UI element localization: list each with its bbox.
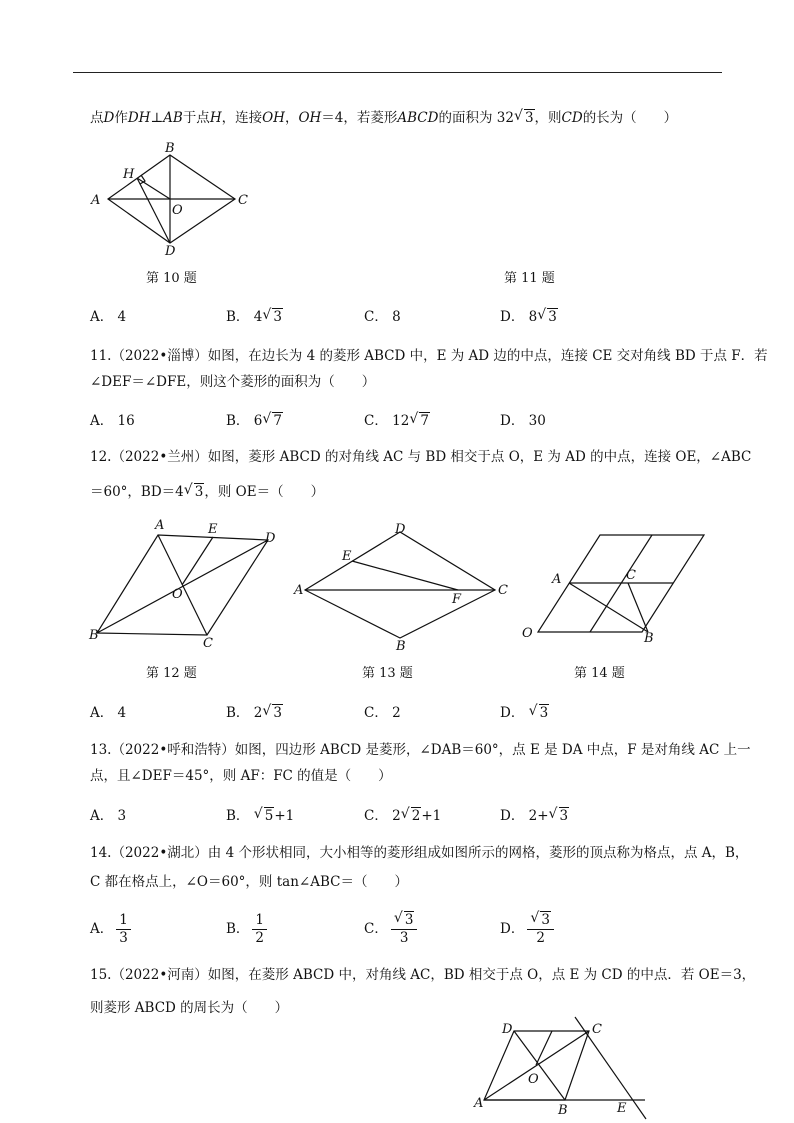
q12-option-b[interactable]: B． 2√ 3 [226, 703, 283, 723]
fig12-caption: 第 12 题 [146, 666, 197, 681]
fig14-label-b: B [644, 631, 654, 646]
fig10-label-a: A [91, 193, 101, 208]
fig15-label-b: B [558, 1103, 568, 1118]
fig10-label-o: O [172, 203, 183, 218]
fig10-label-d: D [165, 244, 176, 259]
fig15-diagonal-ac [484, 1031, 589, 1100]
fig15-label-e: E [617, 1101, 627, 1116]
q14-option-d[interactable]: D． √ $\frac{3}{2}$ [500, 912, 554, 947]
q11-option-b[interactable]: B． 6√ 7 [226, 411, 283, 431]
figure-12 [85, 515, 285, 650]
q12-stem-line1: 12.（2022•兰州）如图，菱形 ABCD 的对角线 AC 与 BD 相交于点 O，E 为 AD 的中点，连接 OE，∠ABC [90, 449, 752, 465]
fig13-label-b: B [396, 639, 406, 654]
q14-option-a[interactable]: A． $\frac{1}{3}$ [90, 912, 131, 947]
q11-option-a[interactable]: A． 16 [90, 413, 135, 429]
fig14-label-c: C [626, 568, 636, 583]
q14-stem-line2: C 都在格点上，∠O＝60°，则 tan∠ABC＝（ ） [90, 874, 408, 890]
fig15-label-d: D [502, 1022, 513, 1037]
q13-option-d[interactable]: D． 2+√ 3 [500, 806, 569, 826]
q15-stem-line1: 15.（2022•河南）如图，在菱形 ABCD 中，对角线 AC，BD 相交于点 O，点 E 为 CD 的中点．若 OE＝3， [90, 967, 756, 983]
fig12-label-a: A [155, 518, 165, 533]
figure-14 [520, 525, 720, 645]
q14-option-c[interactable]: C． √ $\frac{3}{3}$ [364, 912, 417, 947]
fig11-caption: 第 11 题 [504, 271, 555, 286]
figure-13 [292, 520, 522, 654]
q12-stem-line2: ＝60°，BD＝4√ 3，则 OE＝（ ） [90, 482, 324, 502]
fig13-line-ef [352, 561, 458, 590]
fig13-label-d: D [395, 522, 406, 537]
fig13-label-f: F [452, 592, 462, 607]
fig13-caption: 第 13 题 [362, 666, 413, 681]
q13-stem-line1: 13.（2022•呼和浩特）如图，四边形 ABCD 是菱形，∠DAB＝60°，点 E 是 DA 中点，F 是对角线 AC 上一 [90, 742, 751, 758]
q10-option-c[interactable]: C． 8 [364, 309, 401, 325]
header-rule [73, 72, 722, 73]
fig14-caption: 第 14 题 [574, 666, 625, 681]
q12-option-c[interactable]: C． 2 [364, 705, 401, 721]
fig15-label-a: A [474, 1096, 484, 1111]
fig13-label-c: C [498, 583, 508, 598]
figure-10 [85, 140, 265, 260]
q10-option-b[interactable]: B． 4√ 3 [226, 307, 283, 327]
fig12-label-e: E [208, 522, 218, 537]
q10-option-d[interactable]: D． 8√ 3 [500, 307, 558, 327]
q11-stem-line1: 11.（2022•淄博）如图，在边长为 4 的菱形 ABCD 中，E 为 AD 边的中点，连接 CE 交对角线 BD 于点 F．若 [90, 348, 768, 364]
figure-15 [470, 1015, 670, 1120]
fig12-label-o: O [172, 587, 183, 602]
fig13-label-a: A [294, 583, 304, 598]
fig12-label-d: D [265, 531, 276, 546]
q13-stem-line2: 点，且∠DEF＝45°，则 AF：FC 的值是（ ） [90, 768, 392, 784]
fig14-label-a: A [552, 572, 562, 587]
q11-option-d[interactable]: D． 30 [500, 413, 546, 429]
fig10-label-b: B [165, 141, 175, 156]
fig12-label-c: C [203, 636, 213, 651]
q10-stem: 点D作DH⊥AB于点H，连接OH，OH＝4，若菱形ABCD的面积为 32√ 3，则CD的长为（ ） [90, 108, 677, 128]
q11-option-c[interactable]: C． 12√ 7 [364, 411, 430, 431]
q14-option-b[interactable]: B． $\frac{1}{2}$ [226, 912, 267, 947]
fig10-caption: 第 10 题 [146, 271, 197, 286]
q13-option-c[interactable]: C． 2√ 2+1 [364, 806, 441, 826]
q12-option-a[interactable]: A． 4 [90, 705, 127, 721]
fig10-label-h: H [123, 167, 135, 182]
fig15-line-ce [575, 1017, 646, 1119]
q11-stem-line2: ∠DEF＝∠DFE，则这个菱形的面积为（ ） [90, 374, 376, 390]
fig14-line-cb [628, 583, 648, 632]
q13-option-b[interactable]: B． √ 5+1 [226, 806, 294, 826]
fig13-label-e: E [342, 549, 352, 564]
fig10-label-c: C [238, 193, 248, 208]
fig15-diagonal-bd [514, 1031, 565, 1100]
fig15-label-o: O [528, 1072, 539, 1087]
q12-option-d[interactable]: D． √ 3 [500, 703, 549, 723]
fig15-label-c: C [592, 1022, 602, 1037]
fig10-line-dh [137, 178, 170, 243]
q15-stem-line2: 则菱形 ABCD 的周长为（ ） [90, 1000, 289, 1016]
q14-stem-line1: 14.（2022•湖北）由 4 个形状相同，大小相等的菱形组成如图所示的网格，菱形的顶点称为格点，点 A，B， [90, 845, 749, 861]
fig14-line-ab [569, 583, 648, 632]
fig12-label-b: B [89, 628, 99, 643]
q13-option-a[interactable]: A． 3 [90, 808, 127, 824]
q10-option-a[interactable]: A． 4 [90, 309, 127, 325]
fig13-rhombus [305, 532, 495, 638]
fig14-label-o: O [522, 626, 533, 641]
